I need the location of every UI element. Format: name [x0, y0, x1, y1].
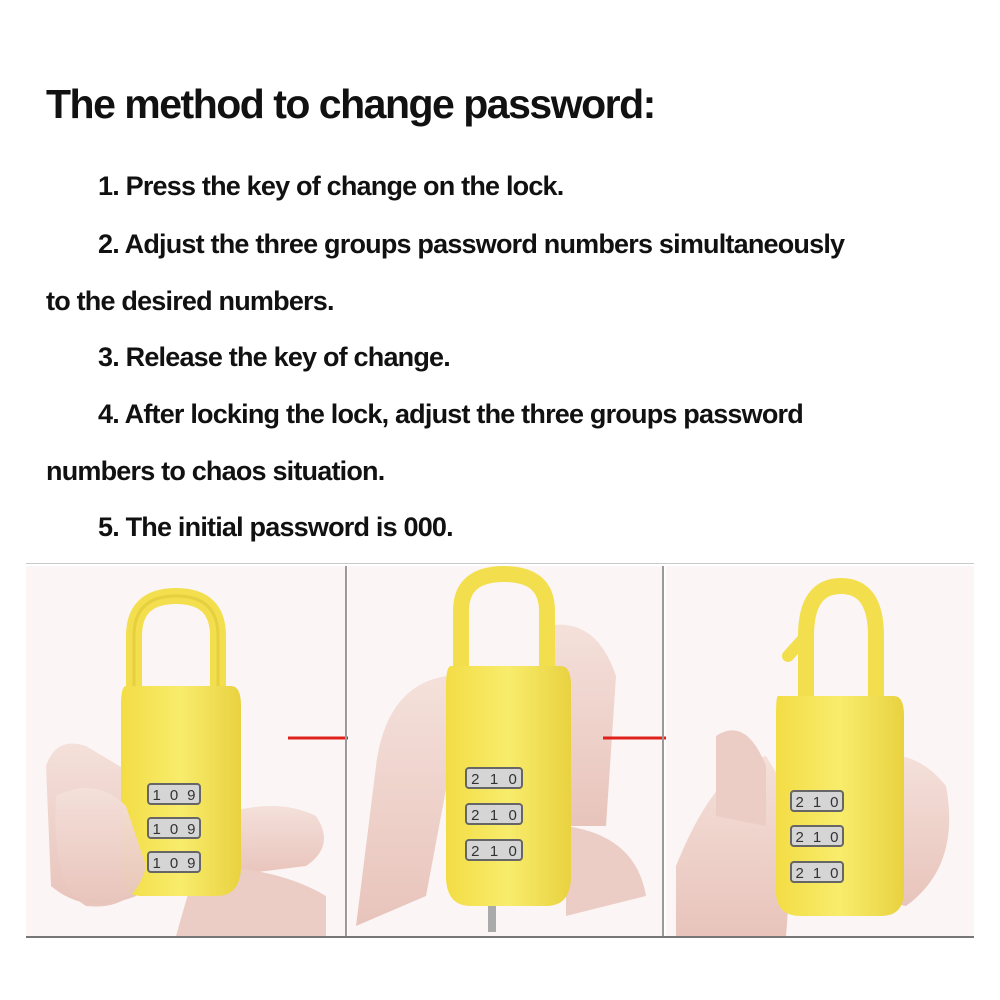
dial-digit: 9 — [187, 855, 196, 872]
dial-digit: 9 — [187, 821, 196, 838]
panel-1-dials — [148, 784, 200, 872]
page-title: The method to change password: — [46, 81, 655, 127]
dial-digit: 1 — [489, 807, 499, 824]
panel-1-photo — [26, 566, 346, 936]
dial-digit: 0 — [508, 807, 517, 824]
photo-strip-top-border — [26, 563, 974, 564]
lock-illustration — [26, 566, 974, 936]
dial-digit: 0 — [830, 794, 839, 811]
dial-digit: 1 — [152, 787, 161, 804]
dial-digit: 2 — [471, 807, 480, 824]
dial-digit: 0 — [830, 865, 839, 882]
dial-digit: 0 — [508, 771, 517, 788]
dial-digit: 0 — [508, 843, 517, 860]
panel-2-dials — [466, 768, 522, 860]
photo-strip-bottom-border — [26, 936, 974, 938]
panel-3-photo — [666, 566, 974, 936]
dial-digit: 1 — [152, 821, 161, 838]
dial-digit: 1 — [812, 865, 822, 882]
dial-digit: 0 — [169, 787, 179, 804]
dial-digit: 1 — [812, 829, 822, 846]
dial-digit: 0 — [830, 829, 839, 846]
dial-digit: 1 — [812, 794, 822, 811]
photo-strip — [26, 566, 974, 938]
dial-digit: 1 — [489, 843, 499, 860]
dial-digit: 2 — [795, 794, 804, 811]
panel-divider-2 — [662, 566, 664, 936]
step-1: 1. Press the key of change on the lock. — [98, 171, 564, 201]
panel-divider-1 — [345, 566, 347, 936]
dial-digit: 0 — [169, 855, 179, 872]
dial-digit: 9 — [187, 787, 196, 804]
dial-digit: 2 — [471, 843, 480, 860]
step-2: 2. Adjust the three groups password numbers simultaneously — [98, 229, 845, 259]
step-4-continued: numbers to chaos situation. — [46, 456, 385, 486]
dial-digit: 2 — [795, 865, 804, 882]
step-2-continued: to the desired numbers. — [46, 286, 334, 316]
dial-digit: 2 — [795, 829, 804, 846]
dial-digit: 2 — [471, 771, 480, 788]
dial-digit: 0 — [169, 821, 179, 838]
dial-digit: 1 — [489, 771, 499, 788]
dial-digit: 1 — [152, 855, 161, 872]
panel-2-photo — [348, 566, 664, 936]
step-3: 3. Release the key of change. — [98, 342, 450, 372]
panel-3-dials — [791, 791, 843, 882]
step-4: 4. After locking the lock, adjust the three groups password — [98, 399, 803, 429]
step-5: 5. The initial password is 000. — [98, 512, 453, 542]
